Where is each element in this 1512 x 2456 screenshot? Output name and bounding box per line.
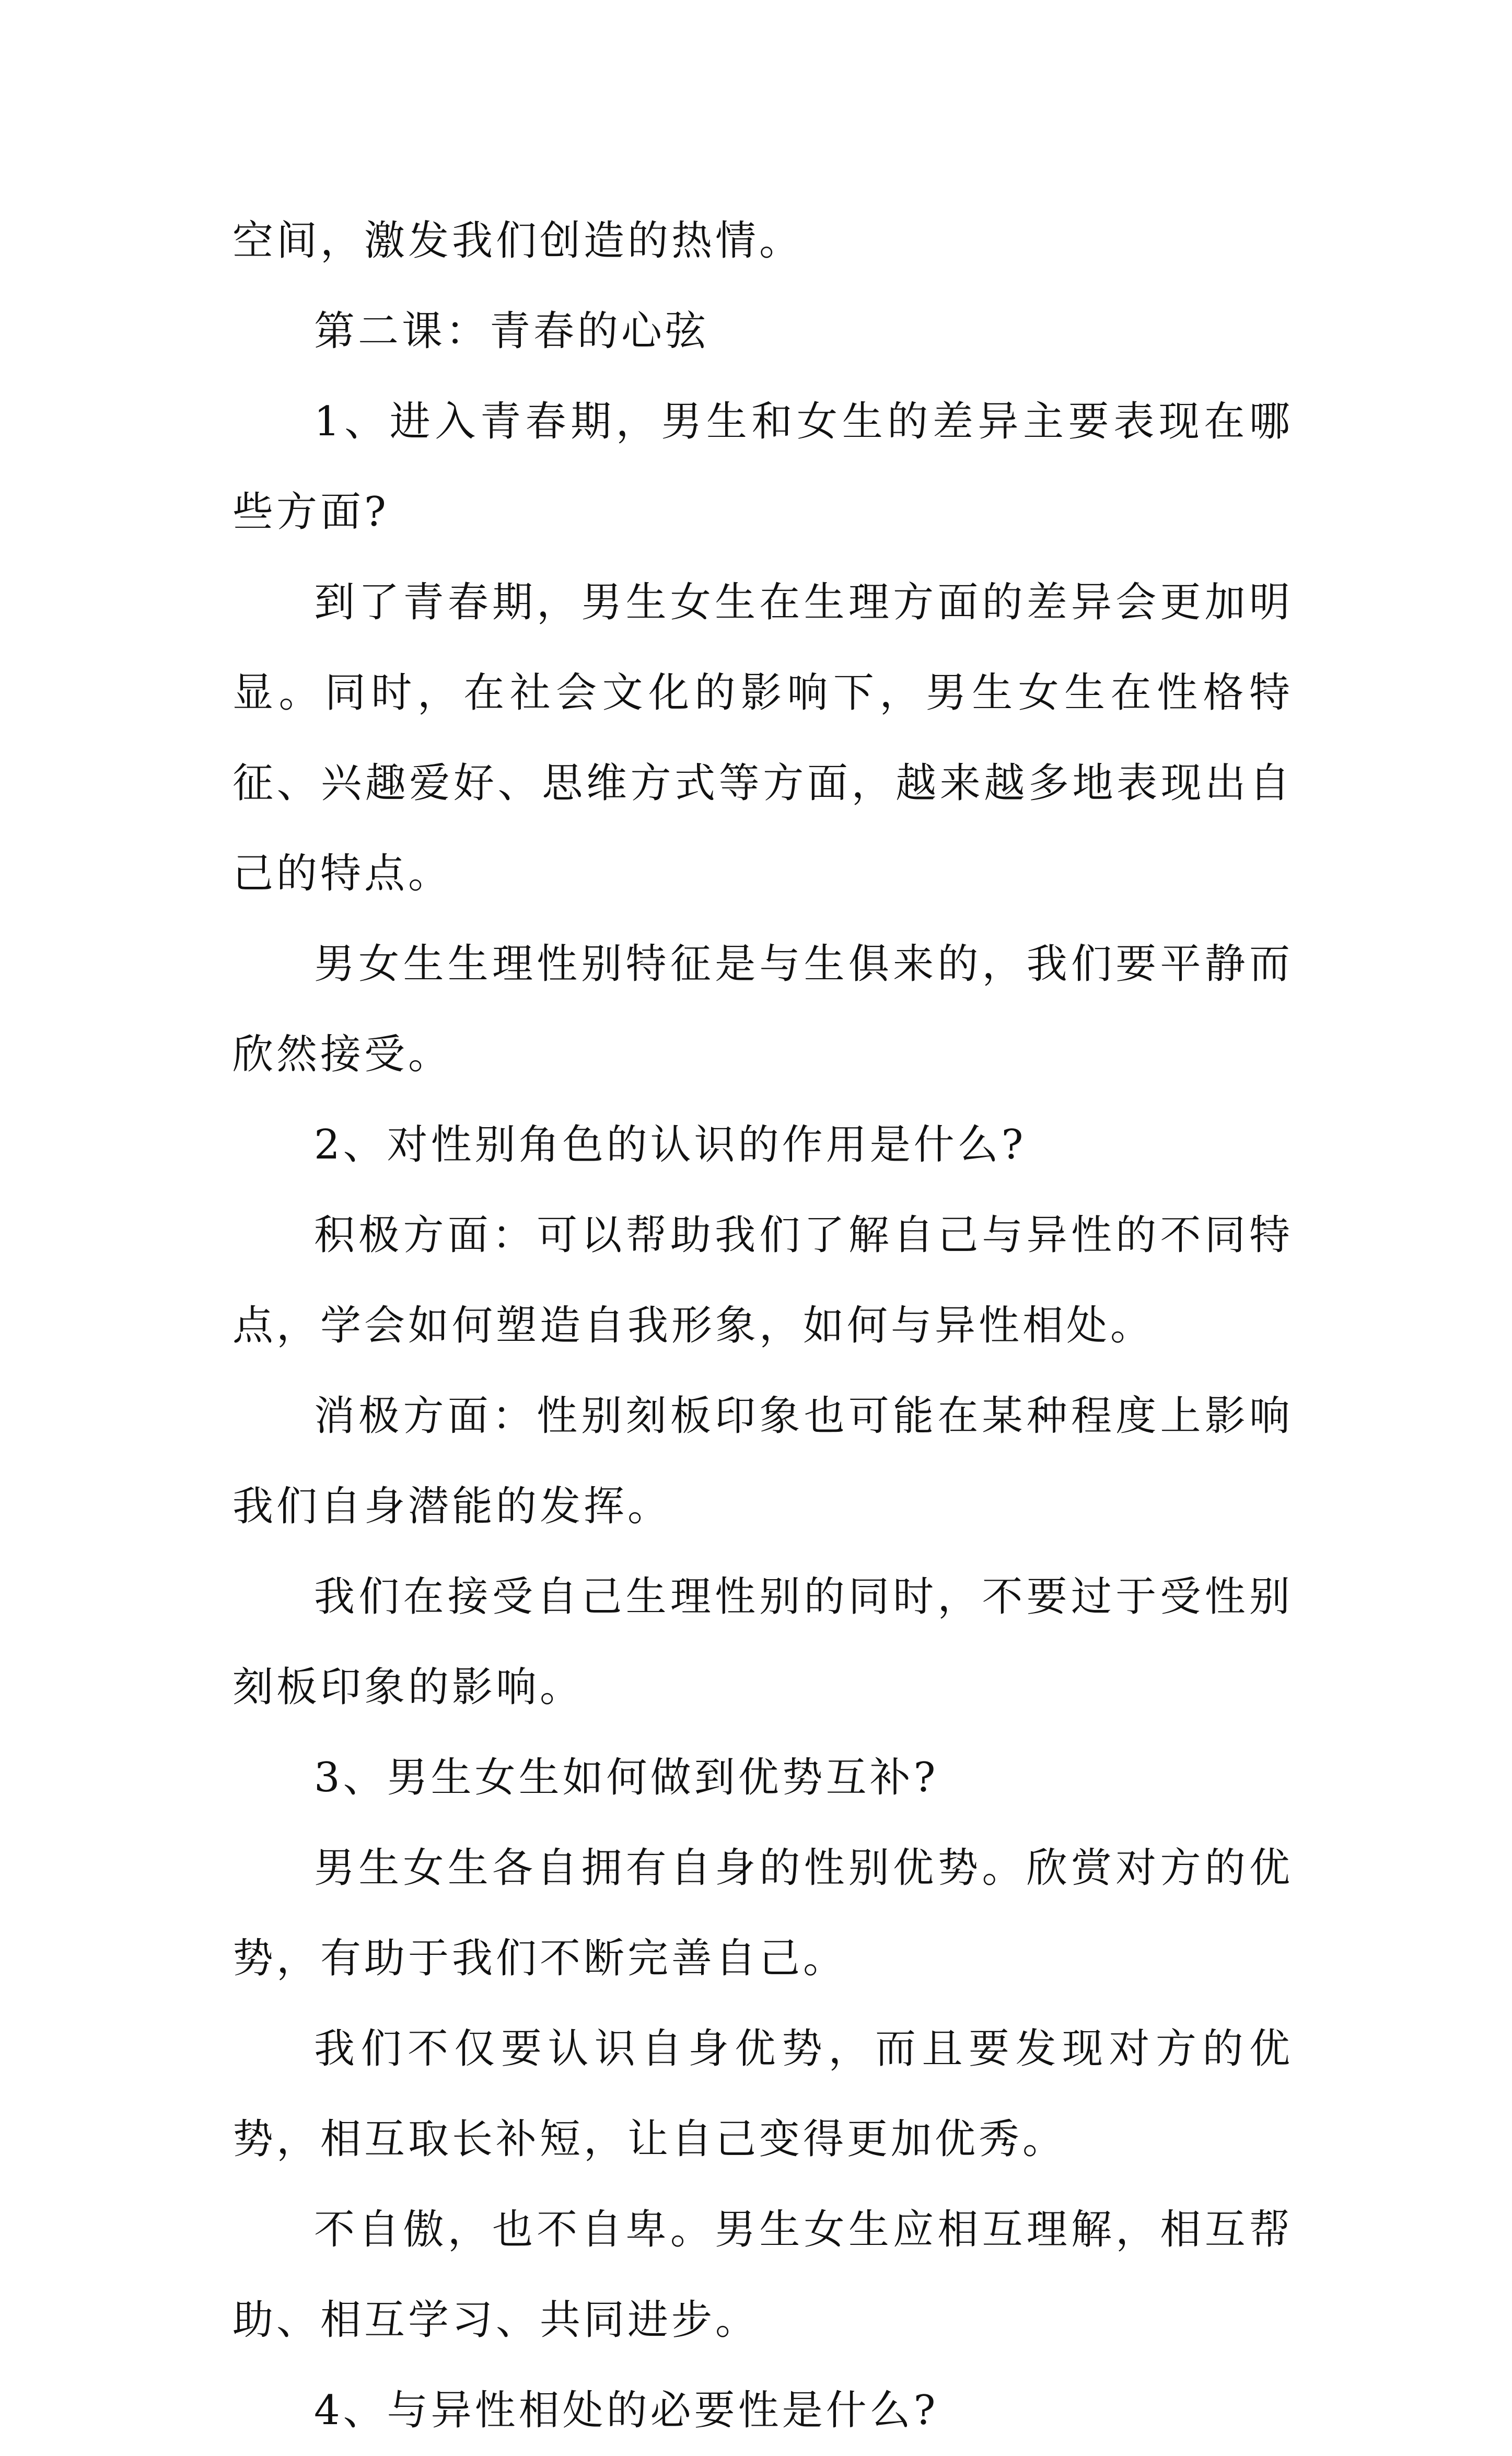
- question-1: 1、进入青春期，男生和女生的差异主要表现在哪些方面?: [232, 398, 1293, 536]
- document-body: [232, 196, 1293, 2456]
- paragraph: 男女生生理性别特征是与生俱来的，我们要平静而欣然接受。: [232, 941, 1293, 1078]
- paragraph: 积极方面：可以帮助我们了解自己与异性的不同特点，学会如何塑造自我形象，如何与异性相处。: [232, 1212, 1293, 1349]
- question-2: 2、对性别角色的认识的作用是什么?: [314, 1121, 1027, 1168]
- paragraph: 消极方面：性别刻板印象也可能在某种程度上影响我们自身潜能的发挥。: [232, 1393, 1293, 1530]
- question-3: 3、男生女生如何做到优势互补?: [314, 1754, 939, 1801]
- paragraph: 不自傲，也不自卑。男生女生应相互理解，相互帮助、相互学习、共同进步。: [232, 2206, 1293, 2344]
- paragraph: 我们在接受自己生理性别的同时，不要过于受性别刻板印象的影响。: [232, 1573, 1293, 1711]
- paragraph: 男生女生各自拥有自身的性别优势。欣赏对方的优势，有助于我们不断完善自己。: [232, 1845, 1293, 1982]
- lesson-heading: 第二课：青春的心弦: [314, 308, 710, 355]
- paragraph: 空间，激发我们创造的热情。: [232, 217, 804, 264]
- paragraph: 到了青春期，男生女生在生理方面的差异会更加明显。同时，在社会文化的影响下，男生女生在性格特征、兴趣爱好、思维方式等方面，越来越多地表现出自己的特点。: [232, 579, 1293, 897]
- question-4: 4、与异性相处的必要性是什么?: [314, 2387, 939, 2434]
- paragraph: 我们不仅要认识自身优势，而且要发现对方的优势，相互取长补短，让自己变得更加优秀。: [232, 2025, 1293, 2163]
